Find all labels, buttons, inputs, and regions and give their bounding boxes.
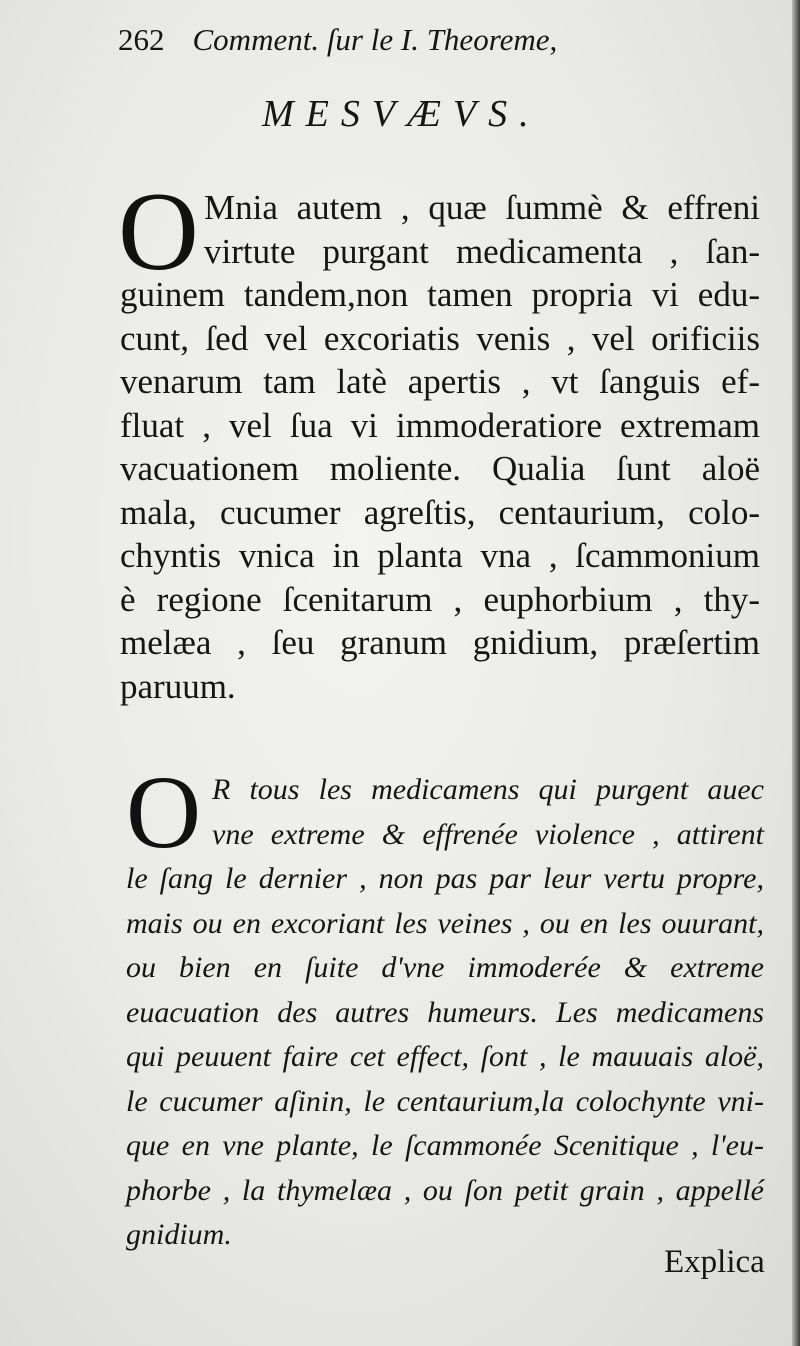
french-line: que en vne plante, le ſcammonée Scenitique , l'eu- [126, 1129, 764, 1162]
french-paragraph [126, 755, 764, 1258]
latin-line: vacuationem moliente. Qualia ſunt aloë [120, 449, 760, 488]
latin-line: cunt, ſed vel excoriatis venis , vel orificiis [120, 318, 760, 358]
french-line: ou bien en ſuite d'vne immoderée & extreme [126, 951, 764, 984]
french-line: mais ou en excoriant les veines , ou en les ouurant, [126, 906, 764, 940]
latin-line: guinem tandem,non tamen propria vi edu- [120, 275, 760, 314]
french-line: le ſang le dernier , non pas par leur vertu propre, [126, 862, 764, 895]
french-drop-cap: O [126, 755, 202, 870]
latin-line: fluat , vel ſua vi immoderatiore extremam [120, 405, 760, 445]
french-line: le cucumer aſinin, le centaurium,la colochynte vni- [126, 1084, 764, 1118]
latin-line: mala, cucumer agreſtis, centaurium, colo- [120, 492, 760, 532]
catchword: Explica [664, 1244, 765, 1280]
french-line: phorbe , la thymelæa , ou ſon petit grain , appellé [126, 1173, 764, 1207]
latin-line: venarum tam latè apertis , vt ſanguis ef- [120, 362, 760, 401]
latin-line: virtute purgant medicamenta , ſan- [204, 231, 760, 271]
page-edge-shadow [792, 0, 800, 1346]
latin-line: melæa , ſeu granum gnidium, præſertim [120, 623, 760, 662]
page-number: 262 [118, 22, 165, 57]
french-line: euacuation des autres humeurs. Les medicamens [126, 995, 764, 1029]
latin-line: è regione ſcenitarum , euphorbium , thy- [120, 579, 760, 619]
french-line: R tous les medicamens qui purgent auec [212, 773, 764, 806]
french-line: gnidium. [126, 1218, 232, 1251]
french-line: vne extreme & effrenée violence , attirent [212, 817, 764, 851]
running-title: Comment. ſur le I. Theoreme, [192, 22, 558, 57]
french-line: qui peuuent faire cet effect, ſont , le mauuais aloë, [126, 1040, 764, 1073]
latin-line: chyntis vnica in planta vna , ſcammonium [120, 536, 760, 575]
latin-paragraph [118, 170, 760, 708]
running-header [118, 22, 557, 58]
latin-line: Mnia autem , quæ ſummè & effreni [204, 188, 760, 227]
section-title: MESVÆVS. [262, 93, 541, 135]
latin-line: paruum. [120, 666, 236, 706]
latin-drop-cap: O [118, 170, 199, 294]
